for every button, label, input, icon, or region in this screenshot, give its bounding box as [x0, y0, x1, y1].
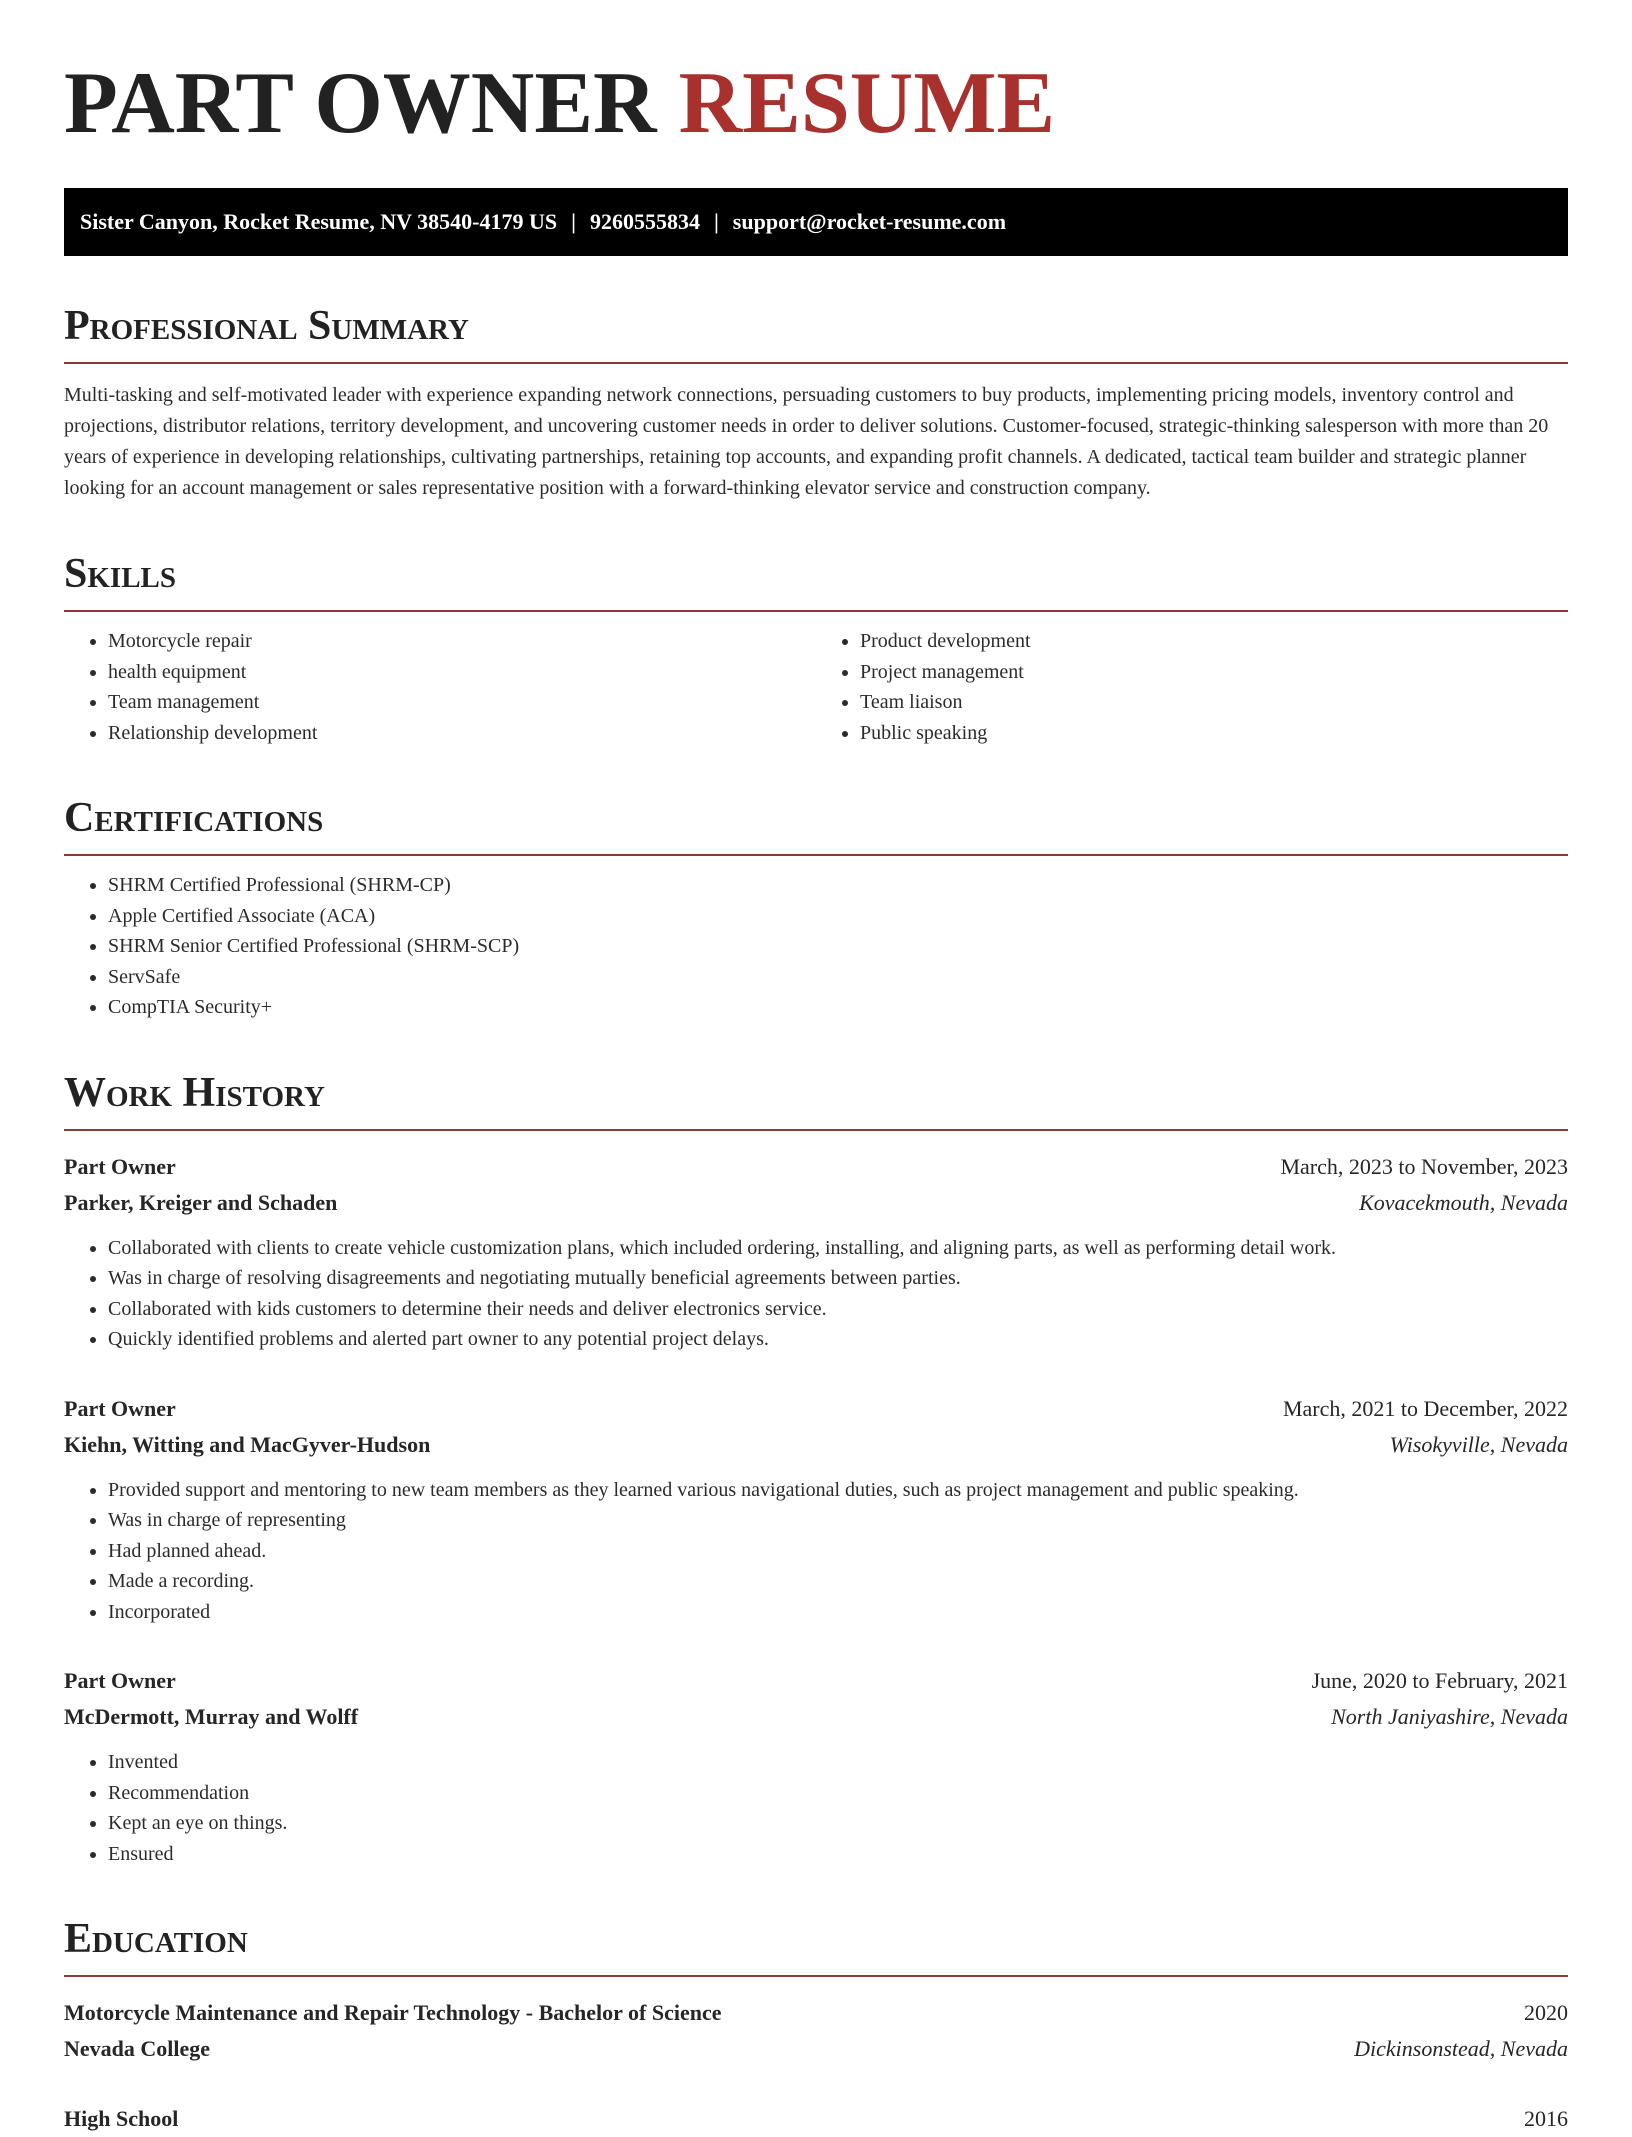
certification-item: • CompTIA Security+	[108, 992, 1568, 1023]
certifications-list	[64, 870, 1568, 1023]
job-title-row	[64, 1663, 1568, 1699]
contact-address: Sister Canyon, Rocket Resume, NV 38540-4179 US	[80, 209, 558, 234]
job-company-row	[64, 1427, 1568, 1463]
skills-column-left	[64, 626, 816, 748]
skill-item: • Project management	[860, 657, 1568, 688]
job-company: Kiehn, Witting and MacGyver-Hudson	[64, 1431, 431, 1457]
job-title-row	[64, 1391, 1568, 1427]
job-duties	[64, 1475, 1568, 1628]
certification-item: • ServSafe	[108, 962, 1568, 993]
job-entry	[64, 1663, 1568, 1869]
work-history-heading: Work History	[64, 1067, 1568, 1131]
certification-item: • SHRM Senior Certified Professional (SHRM-SCP)	[108, 931, 1568, 962]
education-school: Nevada College	[64, 2036, 211, 2061]
job-company: Parker, Kreiger and Schaden	[64, 1189, 338, 1215]
job-dates: June, 2020 to February, 2021	[1311, 1668, 1568, 1693]
job-location: Wisokyville, Nevada	[1389, 1431, 1568, 1457]
education-year: 2016	[1524, 2106, 1568, 2131]
job-duty-item: • Quickly identified problems and alerted part owner to any potential project delays.	[108, 1324, 1568, 1355]
certification-item: • SHRM Certified Professional (SHRM-CP)	[108, 870, 1568, 901]
education-entry	[64, 2101, 1568, 2137]
job-dates: March, 2021 to December, 2022	[1282, 1395, 1568, 1421]
job-duty-item: • Made a recording.	[108, 1566, 1568, 1597]
education-location: Dickinsonstead, Nevada	[1354, 2036, 1568, 2061]
job-dates: March, 2023 to November, 2023	[1280, 1153, 1568, 1179]
job-duty-item: • Kept an eye on things.	[108, 1808, 1568, 1839]
contact-phone: 9260555834	[589, 209, 700, 234]
contact-bar	[64, 188, 1568, 256]
summary-heading: Professional Summary	[64, 300, 1568, 364]
job-entry	[64, 1149, 1568, 1355]
page-title	[64, 55, 1568, 152]
job-title: Part Owner	[64, 1153, 176, 1179]
job-duty-item: • Incorporated	[108, 1597, 1568, 1628]
education-entry	[64, 1995, 1568, 2067]
job-duty-item: • Collaborated with kids customers to determine their needs and deliver electronics service.	[108, 1294, 1568, 1325]
education-heading: Education	[64, 1913, 1568, 1977]
certification-item: • Apple Certified Associate (ACA)	[108, 901, 1568, 932]
skills-list	[64, 612, 1568, 748]
skill-item: • Public speaking	[860, 718, 1568, 749]
job-company-row	[64, 1699, 1568, 1735]
job-duties	[64, 1233, 1568, 1355]
skill-item: • Motorcycle repair	[108, 626, 816, 657]
contact-separator: |	[713, 209, 719, 234]
job-company-row	[64, 1185, 1568, 1221]
title-main: PART OWNER	[64, 55, 657, 152]
contact-email: support@rocket-resume.com	[732, 209, 1007, 234]
skill-item: • Team liaison	[860, 687, 1568, 718]
skills-heading: Skills	[64, 548, 1568, 612]
job-title: Part Owner	[64, 1395, 176, 1421]
job-duty-item: • Invented	[108, 1747, 1568, 1778]
education-degree-row	[64, 1995, 1568, 2031]
education-degree-row	[64, 2101, 1568, 2137]
job-entry	[64, 1391, 1568, 1628]
job-duty-item: • Collaborated with clients to create vehicle customization plans, which included ordering, installing, and aligning parts, as well as performing detail work.	[108, 1233, 1568, 1264]
job-title: Part Owner	[64, 1668, 176, 1693]
job-duty-item: • Provided support and mentoring to new team members as they learned various navigational duties, such as project management and public speaking.	[108, 1475, 1568, 1506]
job-title-row	[64, 1149, 1568, 1185]
certifications-heading: Certifications	[64, 792, 1568, 856]
summary-text: Multi-tasking and self-motivated leader with experience expanding network connections, persuading customers to buy products, implementing pricing models, inventory control and projections, distributor relations, territory development, and uncovering customer needs in order to deliver solutions. Customer-focused, strategic-thinking salesperson with more than 20 years of experience in developing relationships, cultivating partnerships, retaining top accounts, and expanding profit channels. A dedicated, tactical team builder and strategic planner looking for an account management or sales representative position with a forward-thinking elevator service and construction company.	[64, 384, 1549, 499]
job-duty-item: • Recommendation	[108, 1778, 1568, 1809]
education-degree: High School	[64, 2106, 179, 2131]
job-location: Kovacekmouth, Nevada	[1359, 1189, 1568, 1215]
education-school-row	[64, 2031, 1568, 2067]
job-duty-item: • Was in charge of resolving disagreements and negotiating mutually beneficial agreements between parties.	[108, 1263, 1568, 1294]
education-degree: Motorcycle Maintenance and Repair Technology - Bachelor of Science	[64, 2000, 722, 2025]
skill-item: • Product development	[860, 626, 1568, 657]
title-accent: RESUME	[678, 55, 1056, 152]
skill-item: • Relationship development	[108, 718, 816, 749]
job-duty-item: • Ensured	[108, 1839, 1568, 1870]
job-duties	[64, 1747, 1568, 1869]
job-company: McDermott, Murray and Wolff	[64, 1704, 359, 1729]
skills-column-right	[816, 626, 1568, 748]
job-location: North Janiyashire, Nevada	[1331, 1704, 1568, 1729]
job-duty-item: • Had planned ahead.	[108, 1536, 1568, 1567]
contact-separator: |	[571, 209, 576, 234]
skill-item: • health equipment	[108, 657, 816, 688]
job-duty-item: • Was in charge of representing	[108, 1505, 1568, 1536]
skill-item: • Team management	[108, 687, 816, 718]
education-year: 2020	[1524, 2000, 1568, 2025]
